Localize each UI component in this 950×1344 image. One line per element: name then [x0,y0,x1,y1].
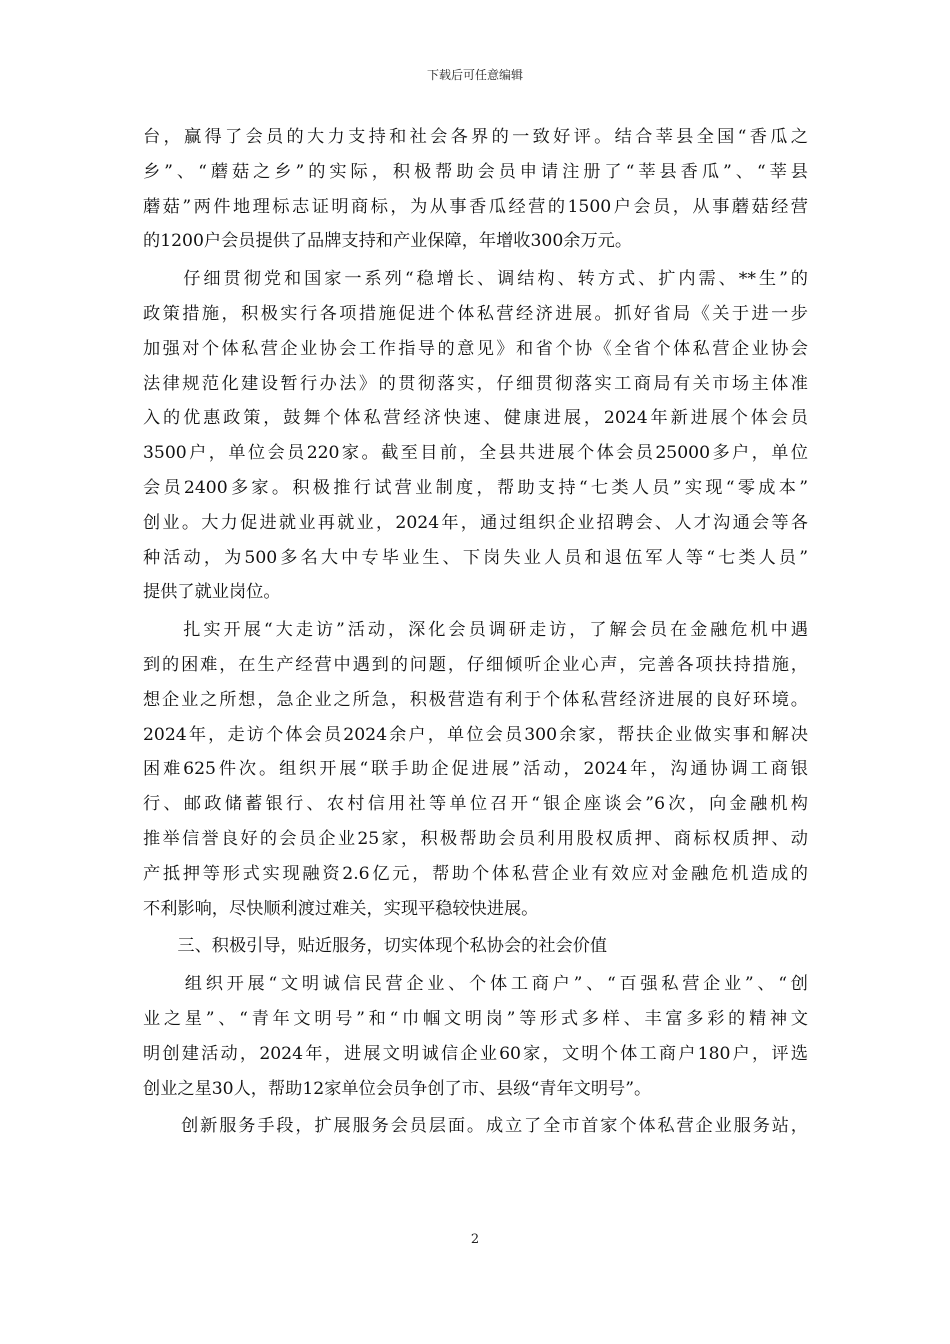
text-line: 台，赢得了会员的大力支持和社会各界的一致好评。结合莘县全国“香瓜之 [143,127,808,147]
text-line: 推举信誉良好的会员企业25家，积极帮助会员利用股权质押、商标权质押、动 [143,828,808,849]
text-line: 加强对个体私营企业协会工作指导的意见》和省个协《全省个体私营企业协会 [143,338,808,359]
text-line: 3500户，单位会员220家。截至目前，全县共进展个体会员25000多户，单位 [143,443,808,464]
page-number: 2 [470,1232,480,1247]
paragraph-5 [143,1109,808,1144]
text-line: 创新服务手段，扩展服务会员层面。成立了全市首家个体私营企业服务站， [143,1116,808,1137]
paragraph-3 [143,613,808,926]
section-heading [143,929,808,964]
text-line: 法律规范化建设暂行办法》的贯彻落实，仔细贯彻落实工商局有关市场主体准 [143,373,808,394]
text-line: 仔细贯彻党和国家一系列“稳增长、调结构、转方式、扩内需、**生”的 [143,269,808,290]
paragraph-2 [143,262,808,610]
text-line: 不利影响，尽快顺利渡过难关，实现平稳较快进展。 [143,898,539,919]
text-line: 业之星”、“青年文明号”和“巾帼文明岗”等形式多样、丰富多彩的精神文 [143,1008,808,1029]
text-line: 扎实开展“大走访”活动，深化会员调研走访，了解会员在金融危机中遇 [143,620,808,641]
text-line: 2024年，走访个体会员2024余户，单位会员300余家，帮扶企业做实事和解决 [143,724,808,745]
paragraph-4 [143,967,808,1106]
paragraph-1 [143,120,808,259]
text-line: 会员2400多家。积极推行试营业制度，帮助支持“七类人员”实现“零成本” [143,477,808,498]
text-line: 种活动，为500多名大中专毕业生、下岗失业人员和退伍军人等“七类人员” [143,547,808,568]
text-line: 到的困难，在生产经营中遇到的问题，仔细倾听企业心声，完善各项扶持措施， [143,654,808,675]
text-line: 明创建活动，2024年，进展文明诚信企业60家，文明个体工商户180户，评选 [143,1043,808,1064]
text-line: 蘑菇”两件地理标志证明商标，为从事香瓜经营的1500户会员，从事蘑菇经营 [143,196,808,217]
text-line: 想企业之所想，急企业之所急，积极营造有利于个体私营经济进展的良好环境。 [143,689,808,710]
text-line: 创业之星30人，帮助12家单位会员争创了市、县级“青年文明号”。 [143,1078,652,1099]
text-line: 入的优惠政策，鼓舞个体私营经济快速、健康进展，2024年新进展个体会员 [143,408,808,429]
text-line: 困难625件次。组织开展“联手助企促进展”活动，2024年，沟通协调工商银 [143,759,808,780]
text-line: 政策措施，积极实行各项措施促进个体私营经济进展。抓好省局《关于进一步 [143,303,808,324]
text-line: 的1200户会员提供了品牌支持和产业保障，年增收300余万元。 [143,231,633,252]
text-line: 产抵押等形式实现融资2.6亿元，帮助个体私营企业有效应对金融危机造成的 [143,863,808,884]
text-line: 乡”、“蘑菇之乡”的实际，积极帮助会员申请注册了“莘县香瓜”、“莘县 [143,161,808,182]
document-body [143,120,808,1144]
header-note: 下载后可任意编辑 [426,68,523,82]
text-line: 创业。大力促进就业再就业，2024年，通过组织企业招聘会、人才沟通会等各 [143,512,808,533]
text-line: 行、邮政储蓄银行、农村信用社等单位召开“银企座谈会”6次，向金融机构 [143,794,808,815]
section-heading-text: 三、积极引导，贴近服务，切实体现个私协会的社会价值 [143,936,608,957]
text-line: 提供了就业岗位。 [143,582,281,603]
text-line: 组织开展“文明诚信民营企业、个体工商户”、“百强私营企业”、“创 [143,974,808,995]
